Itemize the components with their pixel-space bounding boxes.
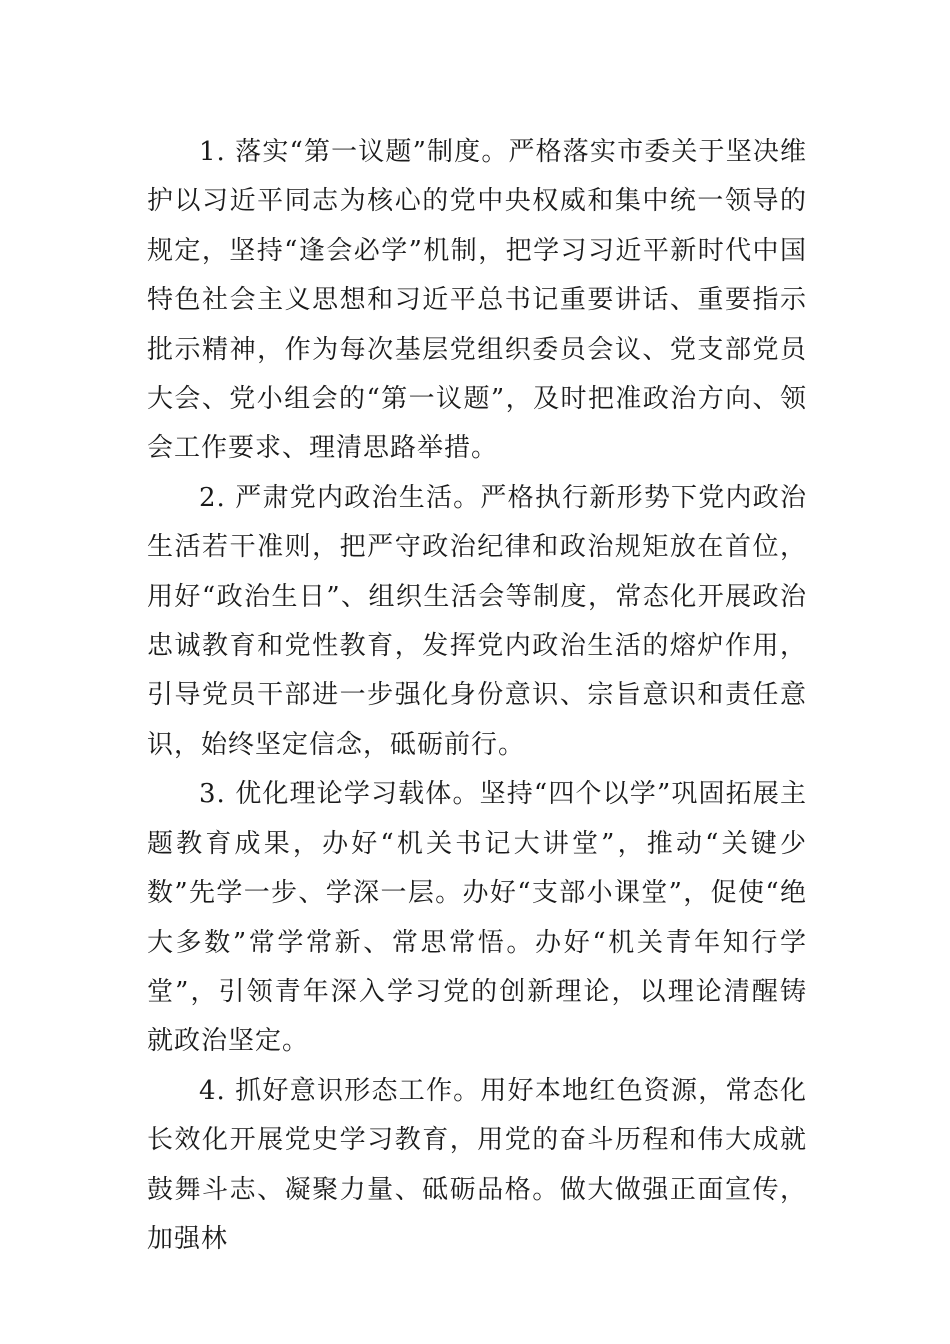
paragraph-2: 2. 严肃党内政治生活。严格执行新形势下党内政治生活若干准则，把严守政治纪律和政治规矩放在首位，用好“政治生日”、组织生活会等制度，常态化开展政治忠诚教育和党性教育，发挥党内政治生活的熔炉作用，引导党员干部进一步强化身份意识、宗旨意识和责任意识，始终坚定信念，砥砺前行。: [147, 482, 807, 760]
paragraph-3: 3. 优化理论学习载体。坚持“四个以学”巩固拓展主题教育成果，办好“机关书记大讲堂”，推动“关键少数”先学一步、学深一层。办好“支部小课堂”，促使“绝大多数”常学常新、常思常悟。办好“机关青年知行学堂”，引领青年深入学习党的创新理论，以理论清醒铸就政治坚定。: [147, 779, 807, 1057]
paragraph-1: 1. 落实“第一议题”制度。严格落实市委关于坚决维护以习近平同志为核心的党中央权威和集中统一领导的规定，坚持“逢会必学”机制，把学习习近平新时代中国特色社会主义思想和习近平总书记重要讲话、重要指示批示精神，作为每次基层党组织委员会议、党支部党员大会、党小组会的“第一议题”，及时把准政治方向、领会工作要求、理清思路举措。: [147, 137, 807, 464]
document-body: [147, 128, 807, 1264]
paragraph-4: 4. 抓好意识形态工作。用好本地红色资源，常态化长效化开展党史学习教育，用党的奋斗历程和伟大成就鼓舞斗志、凝聚力量、砥砺品格。做大做强正面宣传，加强林: [147, 1075, 807, 1254]
